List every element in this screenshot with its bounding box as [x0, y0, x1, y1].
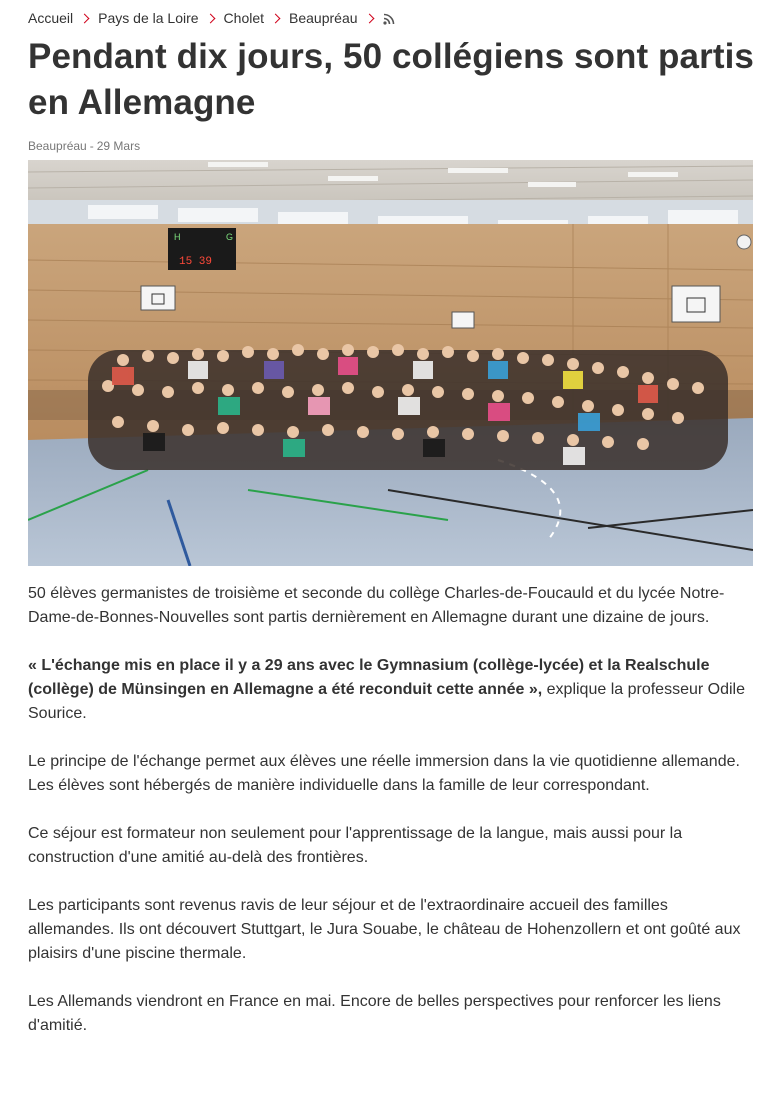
article-paragraph: Le principe de l'échange permet aux élèves une réelle immersion dans la vie quotidienne allemande. Les élèves sont hébergés de manière individuelle dans la famille de leur correspondant. — [28, 753, 740, 794]
article-paragraph: Les Allemands viendront en France en mai. Encore de belles perspectives pour renforcer les liens d'amitié. — [28, 993, 721, 1034]
scoreboard-home: H — [174, 232, 181, 242]
quote-attribution: explique la professeur Odile Sourice. — [28, 681, 745, 722]
article-paragraph: 50 élèves germanistes de troisième et seconde du collège Charles-de-Foucauld et du lycée Notre-Dame-de-Bonnes-Nouvelles sont partis dernièrement en Allemagne durant une dizaine de jours. — [28, 585, 725, 626]
article-paragraph: Les participants sont revenus ravis de leur séjour et de l'extraordinaire accueil des familles allemandes. Ils ont découvert Stuttgart, le Jura Souabe, le château de Hohenzollern et ont goûté aux plaisirs d'une piscine thermale. — [28, 897, 741, 962]
meta-separator: - — [89, 139, 94, 153]
article-paragraph: Ce séjour est formateur non seulement pour l'apprentissage de la langue, mais aussi pour la construction d'une amitié au-delà des frontières. — [28, 825, 683, 866]
article-meta — [28, 139, 140, 153]
article-location: Beaupréau — [28, 139, 87, 153]
rss-icon[interactable] — [383, 12, 395, 24]
quote-text: « L'échange mis en place il y a 29 ans avec le Gymnasium (collège-lycée) et la Realschule (collège) de Münsingen en Allemagne a été reconduit cette année », — [28, 657, 710, 698]
chevron-right-icon — [80, 13, 90, 23]
breadcrumb — [28, 9, 395, 27]
scoreboard-guest: G — [226, 232, 234, 242]
breadcrumb-link-pays-de-la-loire[interactable]: Pays de la Loire — [98, 10, 199, 26]
scoreboard-time: 15 39 — [179, 256, 213, 268]
article-photo — [28, 160, 753, 566]
article-paragraph-quote — [28, 654, 758, 726]
chevron-right-icon — [364, 13, 374, 23]
breadcrumb-link-accueil[interactable]: Accueil — [28, 10, 74, 26]
chevron-right-icon — [205, 13, 215, 23]
article-body — [28, 582, 758, 1062]
article-date: 29 Mars — [96, 139, 141, 153]
page-title: Pendant dix jours, 50 collégiens sont partis en Allemagne — [28, 37, 754, 122]
breadcrumb-link-cholet[interactable]: Cholet — [223, 10, 265, 26]
chevron-right-icon — [271, 13, 281, 23]
breadcrumb-link-beaupreau[interactable]: Beaupréau — [289, 10, 358, 26]
